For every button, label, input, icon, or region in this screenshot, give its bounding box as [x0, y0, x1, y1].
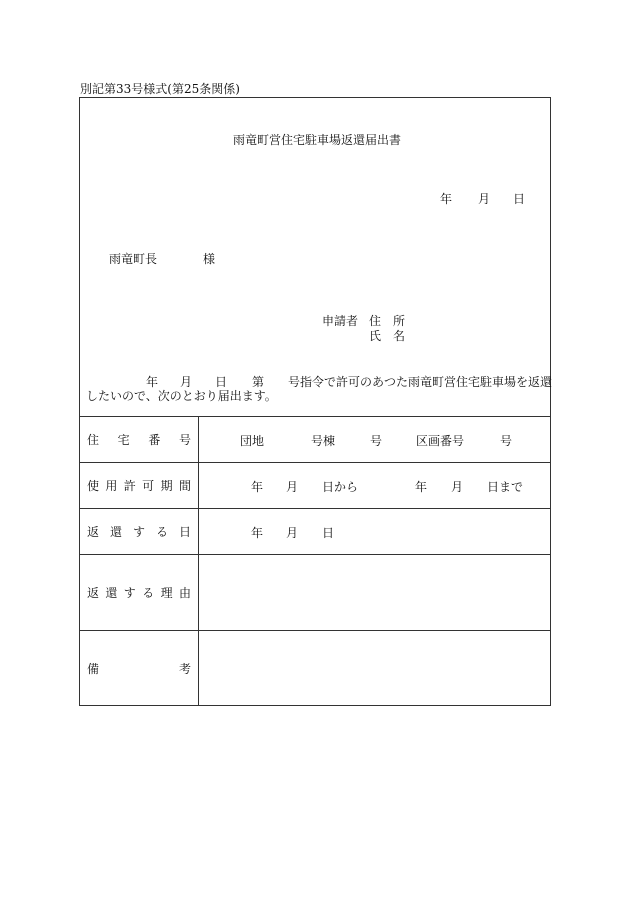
- label-char: る: [142, 586, 155, 600]
- permit-month2: 月: [451, 480, 464, 494]
- remarks-label: [80, 631, 198, 706]
- return-date-label: [80, 509, 198, 554]
- date-year: 年: [440, 192, 453, 206]
- go-label: 号: [370, 434, 383, 448]
- label-char: 返: [87, 525, 100, 539]
- body-line1-tail: 号指令で許可のあつた雨竜町営住宅駐車場を返還: [288, 375, 553, 389]
- return-month: 月: [286, 526, 299, 540]
- permit-until: 日まで: [487, 480, 524, 494]
- go2-label: 号: [500, 434, 513, 448]
- return-day: 日: [322, 526, 335, 540]
- label-char: 備: [87, 662, 100, 676]
- addressee-name: 雨竜町長: [109, 252, 158, 266]
- form-number-label: 別記第33号様式(第25条関係): [80, 82, 240, 96]
- body-year: 年: [146, 375, 159, 389]
- column-divider: [198, 416, 199, 706]
- label-char: 用: [105, 479, 118, 493]
- gotou-label: 号棟: [311, 434, 336, 448]
- label-char: 理: [160, 586, 173, 600]
- permit-period-label: [80, 463, 198, 508]
- label-char: 返: [87, 586, 100, 600]
- permit-year2: 年: [415, 480, 428, 494]
- label-char: す: [123, 586, 136, 600]
- kukaku-label: 区画番号: [416, 434, 465, 448]
- body-month: 月: [180, 375, 193, 389]
- label-char: る: [155, 525, 168, 539]
- date-day: 日: [513, 192, 526, 206]
- label-char: 間: [178, 479, 191, 493]
- label-char: 号: [178, 433, 191, 447]
- label-char: 日: [178, 525, 191, 539]
- body-no: 第: [252, 375, 265, 389]
- label-char: 許: [123, 479, 136, 493]
- house-number-label: [80, 417, 198, 462]
- danchi-label: 団地: [240, 434, 265, 448]
- applicant-address-label: 住 所: [369, 314, 406, 328]
- label-char: 由: [178, 586, 191, 600]
- label-char: 期: [160, 479, 173, 493]
- form-frame: [79, 97, 551, 706]
- label-char: 考: [178, 662, 191, 676]
- label-char: す: [132, 525, 145, 539]
- label-char: 使: [87, 479, 100, 493]
- permit-month1: 月: [286, 480, 299, 494]
- return-reason-label: [80, 555, 198, 630]
- permit-from: 日から: [322, 480, 359, 494]
- applicant-name-label: 氏 名: [369, 329, 406, 343]
- addressee-honorific: 様: [203, 252, 216, 266]
- body-day: 日: [215, 375, 228, 389]
- body-line2: したいので、次のとおり届出ます。: [86, 389, 277, 403]
- form-title: 雨竜町営住宅駐車場返還届出書: [233, 133, 402, 147]
- label-char: 宅: [117, 433, 130, 447]
- applicant-label: 申請者: [322, 314, 359, 328]
- label-char: 還: [105, 586, 118, 600]
- permit-year1: 年: [251, 480, 264, 494]
- label-char: 番: [148, 433, 161, 447]
- date-month: 月: [478, 192, 491, 206]
- label-char: 還: [109, 525, 122, 539]
- label-char: 住: [87, 433, 100, 447]
- return-year: 年: [251, 526, 264, 540]
- label-char: 可: [142, 479, 155, 493]
